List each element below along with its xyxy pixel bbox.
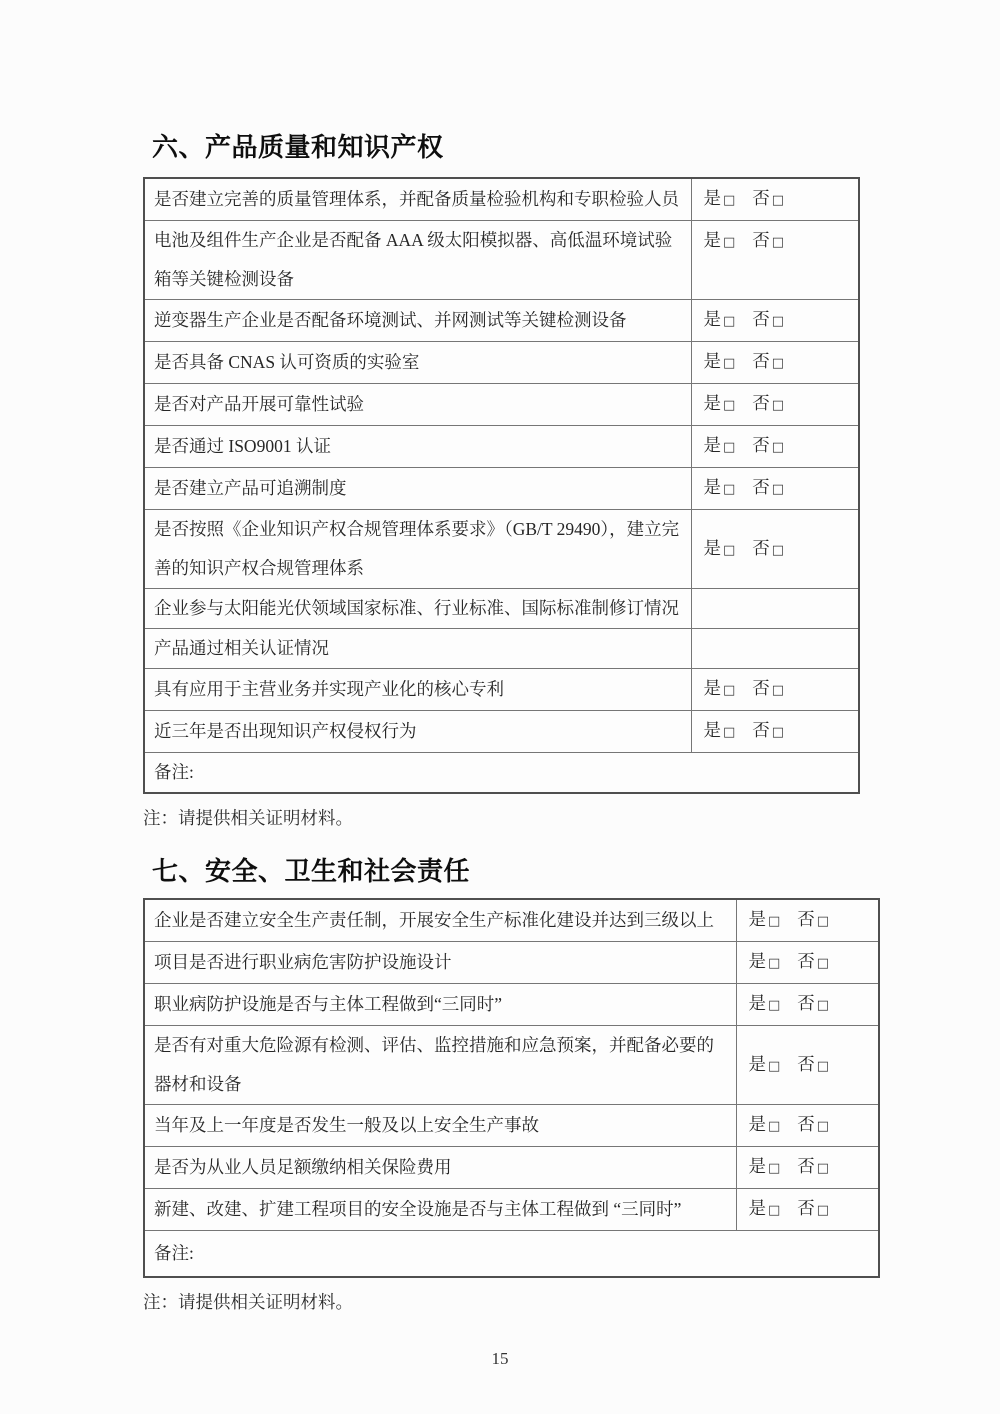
answer-cell — [691, 426, 859, 468]
yes-label: 是 — [703, 477, 721, 497]
question-cell: 是否对产品开展可靠性试验 — [144, 384, 691, 426]
checkbox-no[interactable]: □ — [771, 314, 785, 329]
table-row — [144, 1189, 879, 1231]
question-cell: 是否建立完善的质量管理体系，并配备质量检验机构和专职检验人员 — [144, 178, 691, 221]
checkbox-no[interactable]: □ — [816, 914, 830, 929]
question-cell: 产品通过相关认证情况 — [144, 629, 691, 669]
answer-cell — [691, 711, 859, 753]
no-label: 否 — [752, 435, 770, 455]
no-label: 否 — [797, 1053, 815, 1074]
answer-cell — [736, 1147, 879, 1189]
checkbox-no[interactable]: □ — [771, 440, 785, 455]
checkbox-no[interactable]: □ — [816, 1119, 830, 1134]
question-cell: 近三年是否出现知识产权侵权行为 — [144, 711, 691, 753]
yes-label: 是 — [703, 230, 721, 250]
yes-label: 是 — [703, 188, 721, 208]
yes-label: 是 — [748, 1198, 766, 1218]
section-title-safety: 七、安全、卫生和社会责任 — [152, 856, 471, 886]
yes-label: 是 — [748, 1156, 766, 1176]
checkbox-yes[interactable]: □ — [723, 398, 736, 413]
no-label: 否 — [752, 477, 770, 497]
no-label: 否 — [752, 678, 770, 698]
checkbox-yes[interactable]: □ — [723, 235, 736, 250]
yes-label: 是 — [703, 309, 721, 329]
checkbox-yes[interactable]: □ — [768, 914, 781, 929]
remark-row — [144, 753, 859, 794]
yes-label: 是 — [703, 537, 721, 558]
checkbox-no[interactable]: □ — [771, 683, 785, 698]
question-cell: 是否按照《企业知识产权合规管理体系要求》（GB/T 29490），建立完善的知识产权合规管理体系 — [144, 510, 691, 589]
yes-label: 是 — [748, 951, 766, 971]
yes-label: 是 — [703, 435, 721, 455]
table-row — [144, 589, 859, 629]
page-number: 15 — [491, 1349, 509, 1368]
answer-cell — [736, 1189, 879, 1231]
checkbox-yes[interactable]: □ — [768, 998, 781, 1013]
remark-row — [144, 1231, 879, 1278]
question-cell: 是否具备 CNAS 认可资质的实验室 — [144, 342, 691, 384]
checkbox-no[interactable]: □ — [771, 356, 785, 371]
table-row — [144, 1026, 879, 1105]
yes-label: 是 — [703, 351, 721, 371]
checkbox-yes[interactable]: □ — [723, 314, 736, 329]
no-label: 否 — [752, 188, 770, 208]
remark-cell: 备注: — [144, 1231, 879, 1278]
yes-label: 是 — [748, 1114, 766, 1134]
question-cell: 职业病防护设施是否与主体工程做到“三同时” — [144, 984, 736, 1026]
no-label: 否 — [797, 1114, 815, 1134]
checkbox-no[interactable]: □ — [816, 1161, 830, 1176]
quality-ip-table — [143, 177, 860, 794]
no-label: 否 — [752, 537, 770, 558]
table-row — [144, 1147, 879, 1189]
section-title-quality-ip: 六、产品质量和知识产权 — [152, 132, 444, 162]
note-text: 注：请提供相关证明材料。 — [143, 808, 353, 828]
checkbox-no[interactable]: □ — [816, 1058, 830, 1074]
question-cell: 是否建立产品可追溯制度 — [144, 468, 691, 510]
checkbox-yes[interactable]: □ — [768, 1203, 781, 1218]
note-text: 注：请提供相关证明材料。 — [143, 1292, 353, 1312]
answer-cell — [691, 300, 859, 342]
table-row — [144, 178, 859, 221]
checkbox-yes[interactable]: □ — [768, 1161, 781, 1176]
answer-cell — [691, 510, 859, 589]
checkbox-no[interactable]: □ — [771, 482, 785, 497]
checkbox-yes[interactable]: □ — [723, 542, 736, 558]
checkbox-yes[interactable]: □ — [768, 1119, 781, 1134]
checkbox-yes[interactable]: □ — [768, 1058, 781, 1074]
checkbox-yes[interactable]: □ — [723, 193, 736, 208]
question-cell: 企业是否建立安全生产责任制，开展安全生产标准化建设并达到三级以上 — [144, 899, 736, 942]
answer-cell — [691, 468, 859, 510]
answer-cell — [691, 669, 859, 711]
table-row — [144, 629, 859, 669]
no-label: 否 — [752, 309, 770, 329]
checkbox-yes[interactable]: □ — [723, 725, 736, 740]
answer-cell — [736, 1026, 879, 1105]
question-cell: 是否有对重大危险源有检测、评估、监控措施和应急预案，并配备必要的器材和设备 — [144, 1026, 736, 1105]
table-row — [144, 942, 879, 984]
checkbox-no[interactable]: □ — [771, 725, 785, 740]
question-cell: 具有应用于主营业务并实现产业化的核心专利 — [144, 669, 691, 711]
table-row — [144, 468, 859, 510]
table-row — [144, 221, 859, 300]
checkbox-no[interactable]: □ — [771, 193, 785, 208]
question-cell: 电池及组件生产企业是否配备 AAA 级太阳模拟器、高低温环境试验箱等关键检测设备 — [144, 221, 691, 300]
yes-label: 是 — [703, 393, 721, 413]
no-label: 否 — [797, 993, 815, 1013]
table-row — [144, 1105, 879, 1147]
checkbox-no[interactable]: □ — [816, 998, 830, 1013]
no-label: 否 — [797, 1156, 815, 1176]
table-row — [144, 984, 879, 1026]
checkbox-no[interactable]: □ — [771, 398, 785, 413]
question-cell: 是否通过 ISO9001 认证 — [144, 426, 691, 468]
answer-cell — [691, 221, 859, 300]
safety-table — [143, 898, 880, 1278]
checkbox-yes[interactable]: □ — [723, 482, 736, 497]
yes-label: 是 — [748, 909, 766, 929]
table-row — [144, 510, 859, 589]
checkbox-no[interactable]: □ — [816, 956, 830, 971]
checkbox-yes[interactable]: □ — [723, 440, 736, 455]
yes-label: 是 — [748, 993, 766, 1013]
checkbox-no[interactable]: □ — [816, 1203, 830, 1218]
no-label: 否 — [797, 951, 815, 971]
no-label: 否 — [797, 1198, 815, 1218]
question-cell: 项目是否进行职业病危害防护设施设计 — [144, 942, 736, 984]
remark-cell: 备注: — [144, 753, 859, 794]
answer-cell — [691, 384, 859, 426]
yes-label: 是 — [703, 720, 721, 740]
question-cell: 企业参与太阳能光伏领域国家标准、行业标准、国际标准制修订情况 — [144, 589, 691, 629]
no-label: 否 — [797, 909, 815, 929]
answer-cell-empty — [691, 629, 859, 669]
checkbox-yes[interactable]: □ — [723, 356, 736, 371]
answer-cell — [691, 342, 859, 384]
question-cell: 逆变器生产企业是否配备环境测试、并网测试等关键检测设备 — [144, 300, 691, 342]
no-label: 否 — [752, 230, 770, 250]
question-cell: 是否为从业人员足额缴纳相关保险费用 — [144, 1147, 736, 1189]
no-label: 否 — [752, 720, 770, 740]
yes-label: 是 — [703, 678, 721, 698]
answer-cell — [736, 942, 879, 984]
question-cell: 当年及上一年度是否发生一般及以上安全生产事故 — [144, 1105, 736, 1147]
table-row — [144, 342, 859, 384]
question-cell: 新建、改建、扩建工程项目的安全设施是否与主体工程做到 “三同时” — [144, 1189, 736, 1231]
checkbox-yes[interactable]: □ — [723, 683, 736, 698]
checkbox-no[interactable]: □ — [771, 542, 785, 558]
table-row — [144, 899, 879, 942]
no-label: 否 — [752, 393, 770, 413]
table-row — [144, 384, 859, 426]
answer-cell — [736, 899, 879, 942]
answer-cell — [736, 984, 879, 1026]
answer-cell — [691, 178, 859, 221]
table-row — [144, 426, 859, 468]
checkbox-yes[interactable]: □ — [768, 956, 781, 971]
no-label: 否 — [752, 351, 770, 371]
table-row — [144, 300, 859, 342]
table-row — [144, 669, 859, 711]
table-row — [144, 711, 859, 753]
checkbox-no[interactable]: □ — [771, 235, 785, 250]
answer-cell-empty — [691, 589, 859, 629]
yes-label: 是 — [748, 1053, 766, 1074]
answer-cell — [736, 1105, 879, 1147]
